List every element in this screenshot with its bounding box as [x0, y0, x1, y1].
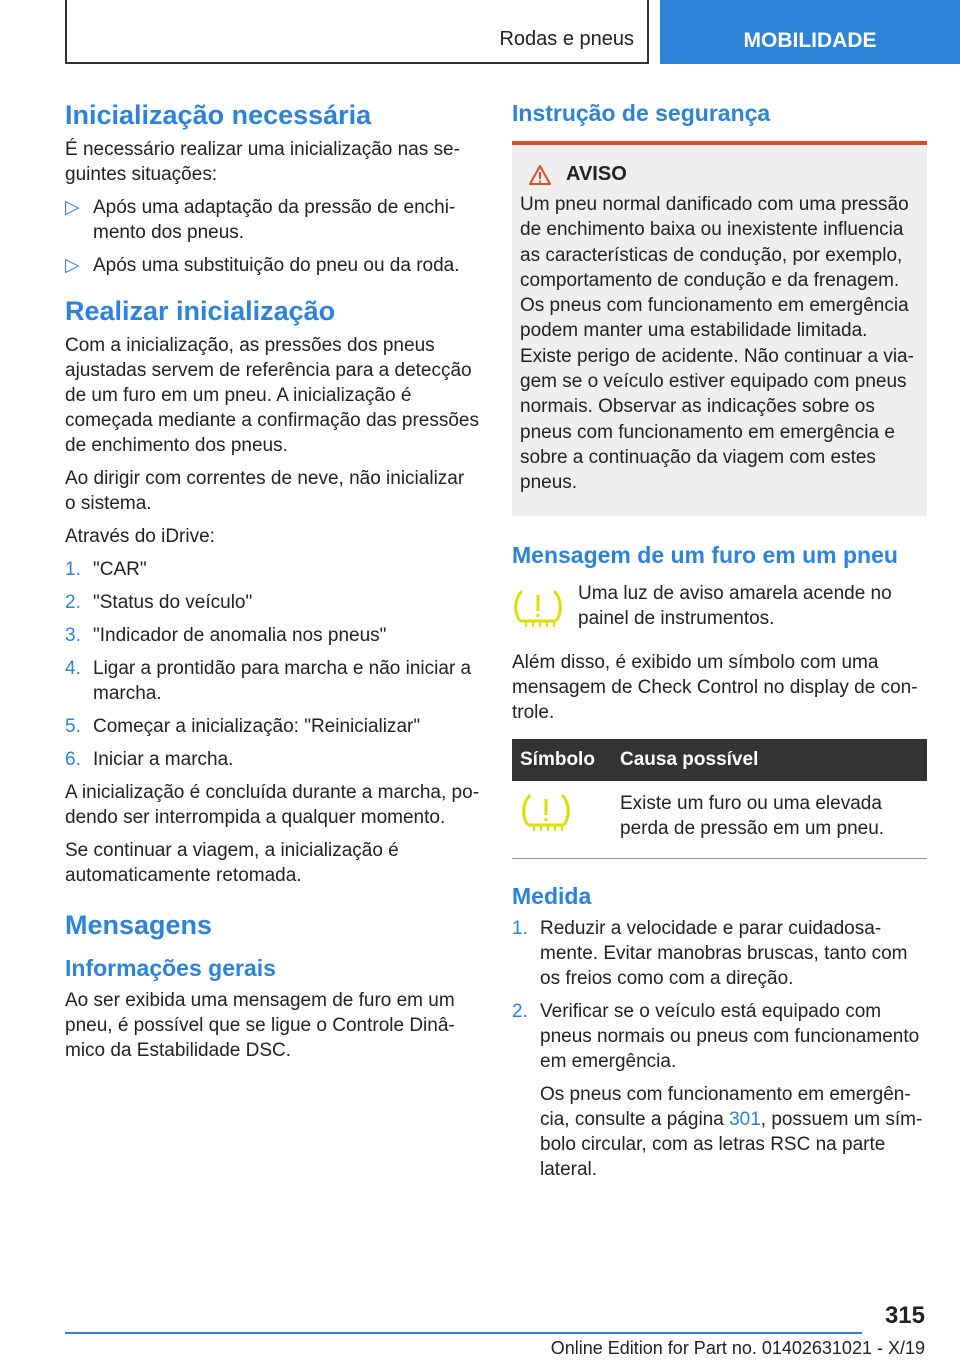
table-header-cause: Causa possível: [612, 739, 927, 781]
warning-title: AVISO: [520, 163, 919, 186]
step-item: 3. "Indicador de anomalia nos pneus": [65, 625, 387, 646]
page-number: 315: [884, 1302, 925, 1329]
step-item: 1. Reduzir a velocidade e parar cuidadosamente. Evitar manobras bruscas, tanto com os freios como com a direção.: [512, 917, 908, 989]
footer-edition: Online Edition for Part no. 01402631021 - X/19: [550, 1338, 925, 1358]
warning-text: Um pneu normal danificado com uma pressão de enchimento baixa ou inexistente influencia as características de condução, por exemplo, comportamento de condução e da frenagem. Os pneus com funcionamento em emergência podem manter uma estabilidade limitada. Existe perigo de acidente. Não continuar a viagem se o veículo estiver equipado com pneus normais. Observar as indicações sobre os pneus com funcionamento em emergência e sobre a continuação da viagem com estes pneus.: [520, 194, 914, 494]
paragraph: Além disso, é exibido um símbolo com uma mensagem de Check Control no display de controle.: [512, 651, 918, 723]
heading-init-required: Inicialização necessária: [65, 100, 372, 130]
symbol-table: [512, 739, 927, 859]
triangle-bullet-icon: ▷: [65, 255, 80, 276]
step-note: Os pneus com funcionamento em emergência, consulte a página 301, possuem um símbolo circular, com as letras RSC na parte lateral.: [540, 1083, 923, 1180]
step-item: 5. Começar a inicialização: "Reinicializar": [65, 716, 421, 737]
heading-perform-init: Realizar inicialização: [65, 296, 336, 326]
table-header-symbol: Símbolo: [512, 739, 612, 781]
table-cell-cause: Existe um furo ou uma elevada perda de pressão em um pneu.: [620, 792, 885, 839]
bullet-item: ▷ Após uma substituição do pneu ou da roda.: [65, 255, 460, 276]
bullet-item: ▷ Após uma adaptação da pressão de enchimento dos pneus.: [65, 197, 456, 243]
step-item: 1. "CAR": [65, 559, 147, 580]
heading-general-info: Informações gerais: [65, 955, 276, 981]
paragraph: A inicialização é concluída durante a marcha, podendo ser interrompida a qualquer momento.: [65, 782, 480, 828]
paragraph: Se continuar a viagem, a inicialização é automaticamente retomada.: [65, 840, 399, 886]
heading-safety: Instrução de segurança: [512, 100, 771, 126]
step-item: 2. Verificar se o veículo está equipado com pneus normais ou pneus com funcionamento em emergência.: [512, 1000, 920, 1072]
paragraph: Ao ser exibida uma mensagem de furo em um pneu, é possível que se ligue o Controle Dinâmico da Estabilidade DSC.: [65, 990, 455, 1061]
heading-messages: Mensagens: [65, 910, 213, 940]
paragraph: Ao dirigir com correntes de neve, não inicializar o sistema.: [65, 468, 465, 514]
header-section: Rodas e pneus: [499, 28, 634, 50]
paragraph: Através do iDrive:: [65, 526, 215, 547]
left-column: [65, 100, 480, 1071]
paragraph: Com a inicialização, as pressões dos pneus ajustadas servem de referência para a detecção de um furo em um pneu. A inicialização é começada mediante a confirmação das pressões de enchimento dos pneus.: [65, 335, 480, 456]
tire-pressure-warning-icon: [520, 791, 572, 835]
icon-text-row: [512, 581, 927, 636]
table-row: [512, 781, 927, 858]
step-item: 6. Iniciar a marcha.: [65, 749, 234, 770]
header-chapter-tab: MOBILIDADE: [660, 0, 960, 64]
icon-description: Uma luz de aviso amarela acende no painel de instrumentos.: [578, 582, 892, 629]
triangle-bullet-icon: ▷: [65, 197, 80, 218]
warning-triangle-icon: [528, 164, 552, 186]
footer-divider: [65, 1332, 862, 1334]
step-item: 4. Ligar a prontidão para marcha e não iniciar a marcha.: [65, 658, 472, 704]
paragraph: É necessário realizar uma inicialização nas seguintes situações:: [65, 139, 460, 185]
heading-action: Medida: [512, 882, 592, 909]
heading-flat-tire-message: Mensagem de um furo em um pneu: [512, 541, 898, 568]
step-item: 2. "Status do veículo": [65, 592, 253, 613]
page-link[interactable]: 301: [729, 1108, 761, 1130]
right-column: [512, 100, 927, 1190]
warning-box: [512, 141, 927, 516]
tire-pressure-warning-icon: [512, 587, 564, 631]
